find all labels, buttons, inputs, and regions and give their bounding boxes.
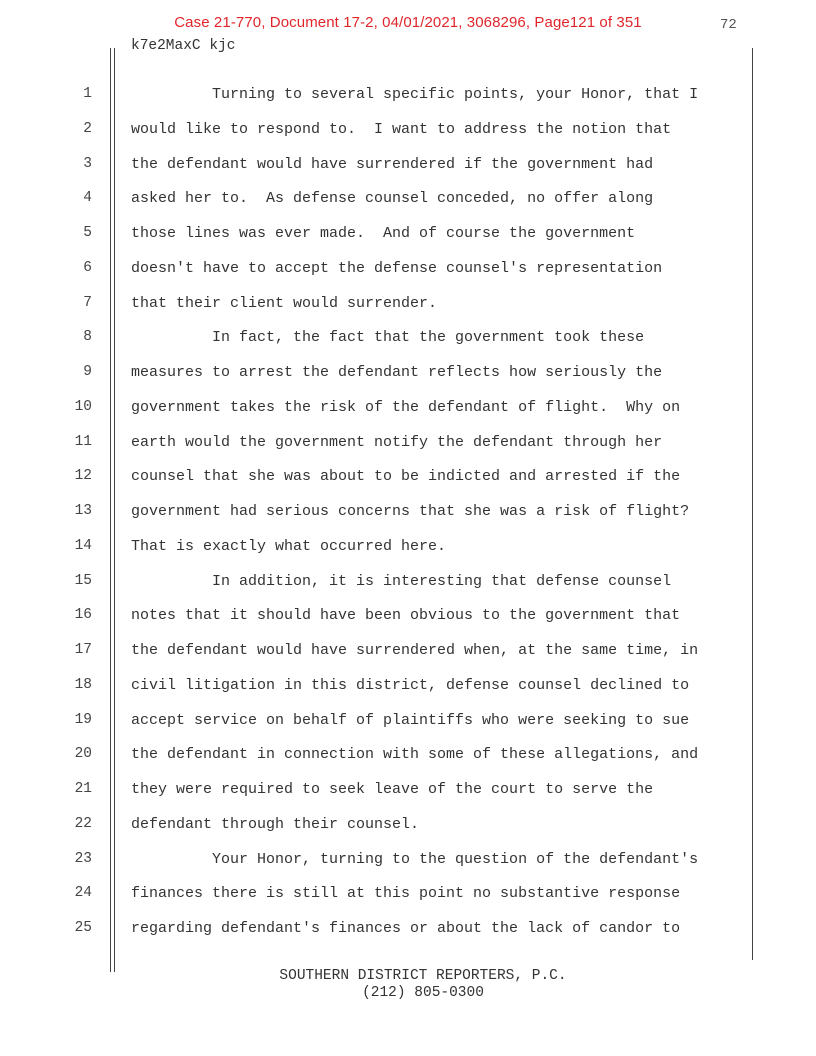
left-margin-rule-inner bbox=[114, 48, 115, 960]
footer-reporter: SOUTHERN DISTRICT REPORTERS, P.C. bbox=[279, 968, 567, 984]
transcript-line: that their client would surrender. bbox=[131, 294, 438, 312]
transcript-line: finances there is still at this point no substantive response bbox=[131, 885, 681, 903]
transcript-line: earth would the government notify the defendant through her bbox=[131, 433, 663, 451]
line-number: 23 bbox=[74, 850, 92, 867]
line-number: 6 bbox=[83, 259, 92, 276]
right-margin-rule bbox=[752, 48, 753, 960]
transcript-line: defendant through their counsel. bbox=[131, 815, 420, 833]
line-number: 4 bbox=[83, 190, 92, 207]
line-number: 17 bbox=[74, 642, 92, 658]
transcript-line: accept service on behalf of plaintiffs who were seeking to sue bbox=[131, 711, 690, 729]
line-number: 13 bbox=[74, 503, 92, 519]
transcript-line: measures to arrest the defendant reflects how seriously the bbox=[131, 364, 663, 381]
transcript-line: the defendant in connection with some of these allegations, and bbox=[131, 746, 699, 764]
line-number: 3 bbox=[83, 155, 92, 172]
transcript-line: asked her to. As defense counsel conceded, no offer along bbox=[131, 190, 654, 208]
line-number: 10 bbox=[74, 398, 92, 415]
line-number: 9 bbox=[83, 364, 92, 380]
line-number: 21 bbox=[74, 781, 92, 797]
transcript-line: the defendant would have surrendered when, at the same time, in bbox=[131, 642, 699, 659]
line-number: 14 bbox=[74, 537, 92, 554]
line-number: 7 bbox=[83, 294, 92, 311]
left-margin-rule-outer bbox=[110, 48, 111, 960]
footer bbox=[0, 968, 816, 1002]
transcript-line: Your Honor, turning to the question of the defendant's bbox=[131, 850, 699, 868]
transcript-line: would like to respond to. I want to address the notion that bbox=[131, 120, 672, 138]
line-number: 18 bbox=[74, 676, 92, 693]
transcript-line: In addition, it is interesting that defense counsel bbox=[131, 572, 672, 590]
transcript-line: government had serious concerns that she was a risk of flight? bbox=[131, 503, 690, 520]
line-number: 12 bbox=[74, 468, 92, 485]
transcript-line: government takes the risk of the defendant of flight. Why on bbox=[131, 398, 681, 416]
line-number: 22 bbox=[74, 815, 92, 832]
transcript-line: notes that it should have been obvious to the government that bbox=[131, 607, 681, 625]
transcript-line: the defendant would have surrendered if the government had bbox=[131, 155, 654, 173]
line-number: 20 bbox=[74, 746, 92, 763]
line-number: 15 bbox=[74, 572, 92, 589]
transcript-line: counsel that she was about to be indicted and arrested if the bbox=[131, 468, 681, 486]
transcript-line: That is exactly what occurred here. bbox=[131, 537, 447, 555]
transcript-line: In fact, the fact that the government took these bbox=[131, 329, 645, 347]
line-number: 1 bbox=[83, 86, 92, 102]
transcript-line: civil litigation in this district, defense counsel declined to bbox=[131, 676, 690, 694]
transcript-line: doesn't have to accept the defense counsel's representation bbox=[131, 259, 663, 277]
transcript-line: those lines was ever made. And of course the government bbox=[131, 225, 636, 242]
line-number: 19 bbox=[74, 711, 92, 728]
line-number: 11 bbox=[74, 433, 92, 450]
case-header: Case 21-770, Document 17-2, 04/01/2021, 3068296, Page121 of 351 bbox=[174, 14, 642, 31]
line-number: 24 bbox=[74, 885, 92, 902]
transcript-line: they were required to seek leave of the court to serve the bbox=[131, 781, 654, 798]
line-number: 8 bbox=[83, 329, 92, 346]
transcript-line: regarding defendant's finances or about the lack of candor to bbox=[131, 920, 681, 937]
page-number: 72 bbox=[720, 17, 737, 33]
case-code: k7e2MaxC kjc bbox=[131, 38, 236, 54]
line-number: 16 bbox=[74, 607, 92, 624]
transcript-line: Turning to several specific points, your Honor, that I bbox=[131, 86, 699, 103]
footer-phone: (212) 805-0300 bbox=[362, 985, 484, 1001]
line-number: 2 bbox=[83, 120, 92, 137]
line-number: 25 bbox=[74, 920, 92, 936]
line-number: 5 bbox=[83, 225, 92, 241]
